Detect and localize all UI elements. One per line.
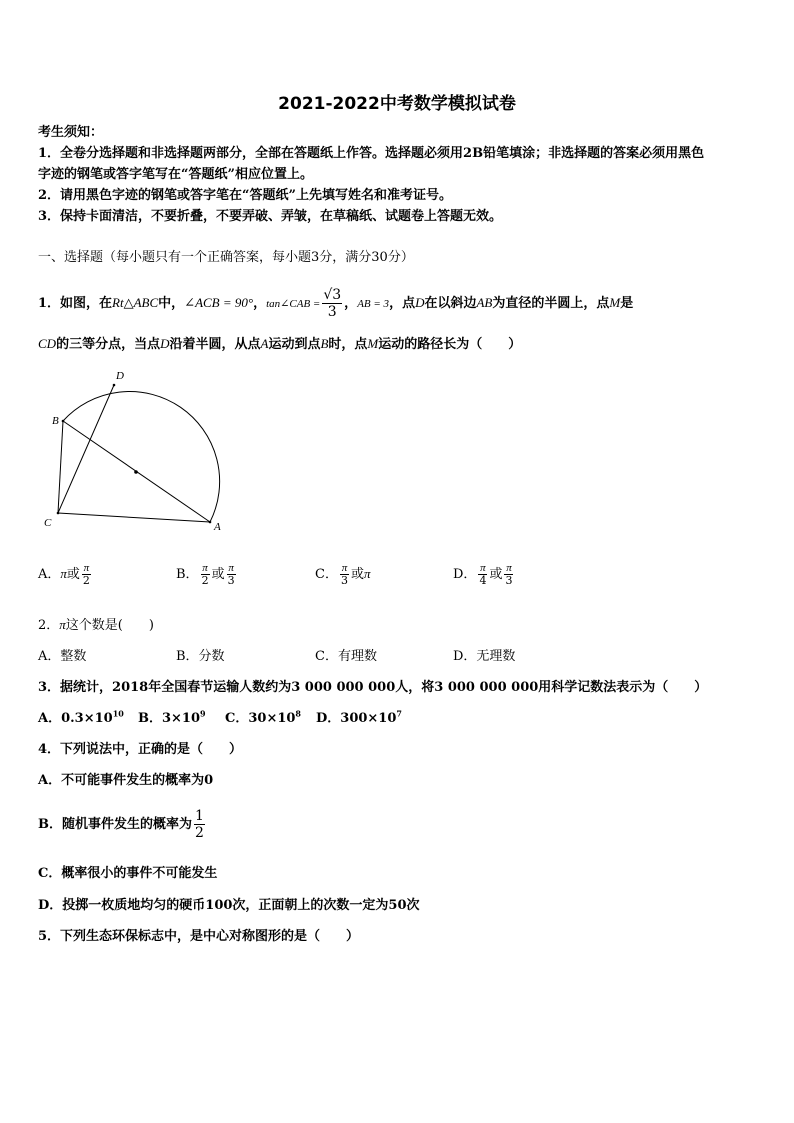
point-d: [113, 384, 116, 387]
center-point: [134, 470, 138, 474]
question-5: 5．下列生态环保标志中，是中心对称图形的是（ ）: [38, 929, 360, 944]
question-3: 3．据统计，2018年全国春节运输人数约为3 000 000 000人，将3 000 000 000用科学记数法表示为（ ）: [38, 680, 708, 695]
notice-line-1: 1．全卷分选择题和非选择题两部分，全部在答题纸上作答。选择题必须用2B铅笔填涂；非选择题的答案必须用黑色: [38, 146, 705, 161]
label-a: A: [214, 521, 221, 533]
question-1-line-1: 1．如图，在Rt△ABC中，∠ACB = 90°，tan∠CAB = $\frac{√3}{3}$ ，AB = 3，点D在以斜边AB为直径的半圆上，点M是: [38, 287, 634, 320]
question-4: 4．下列说法中，正确的是（ ）: [38, 742, 243, 757]
q3-option-c[interactable]: C．$30\times 10^8$: [225, 708, 301, 726]
q2-option-a[interactable]: A．整数: [38, 649, 87, 664]
notice-line-3: 2．请用黑色字迹的钢笔或答字笔在“答题纸”上先填写姓名和准考证号。: [38, 188, 453, 203]
notice-heading: 考生须知：: [38, 125, 104, 140]
q4-option-d[interactable]: D．投掷一枚质地均匀的硬币100次，正面朝上的次数一定为50次: [38, 898, 420, 913]
point-c: [57, 512, 60, 515]
notice-line-2: 字迹的钢笔或答字笔写在“答题纸”相应位置上。: [38, 167, 313, 182]
q4-option-b[interactable]: B．随机事件发生的概率为 $\frac{1}{2}$: [38, 808, 204, 841]
q1-option-d[interactable]: D． $\frac{\pi}{4}$ 或 $\frac{\pi}{3}$: [453, 562, 513, 587]
q1-option-b[interactable]: B． $\frac{\pi}{2}$ 或 $\frac{\pi}{3}$: [176, 562, 235, 587]
q1-option-a[interactable]: A．π或 $\frac{\pi}{2}$: [38, 562, 90, 587]
label-c: C: [44, 517, 52, 529]
q4-option-c[interactable]: C．概率很小的事件不可能发生: [38, 866, 218, 881]
q1-option-c[interactable]: C． $\frac{\pi}{3}$ 或π: [315, 562, 371, 587]
label-b: B: [52, 415, 59, 427]
q2-option-b[interactable]: B．分数: [176, 649, 225, 664]
semicircle-arc: [63, 392, 220, 522]
q3-option-d[interactable]: D．$300\times 10^7$: [316, 708, 402, 726]
label-d: D: [116, 370, 124, 382]
q3-option-b[interactable]: B．$3\times 10^9$: [138, 708, 206, 726]
section-heading: 一、选择题（每小题只有一个正确答案，每小题3分，满分30分）: [38, 250, 414, 265]
semicircle-figure: [38, 364, 238, 534]
q2-option-c[interactable]: C．有理数: [315, 649, 377, 664]
question-1-line-2: CD的三等分点，当点D沿着半圆，从点A运动到点B时，点M运动的路径长为（ ）: [38, 336, 522, 352]
question-2: 2．π这个数是( ): [38, 617, 154, 633]
q2-option-d[interactable]: D．无理数: [453, 649, 516, 664]
q3-option-a[interactable]: A．$0.3\times 10^{10}$: [38, 708, 124, 726]
q4-option-a[interactable]: A．不可能事件发生的概率为0: [38, 773, 214, 788]
segment-cb: [58, 421, 63, 513]
segment-ca: [58, 513, 210, 522]
segment-cd: [58, 385, 114, 513]
page-title: 2021-2022中考数学模拟试卷: [278, 94, 516, 114]
notice-line-4: 3．保持卡面清洁，不要折叠，不要弄破、弄皱，在草稿纸、试题卷上答题无效。: [38, 209, 503, 224]
point-a: [209, 521, 212, 524]
point-b: [62, 420, 65, 423]
